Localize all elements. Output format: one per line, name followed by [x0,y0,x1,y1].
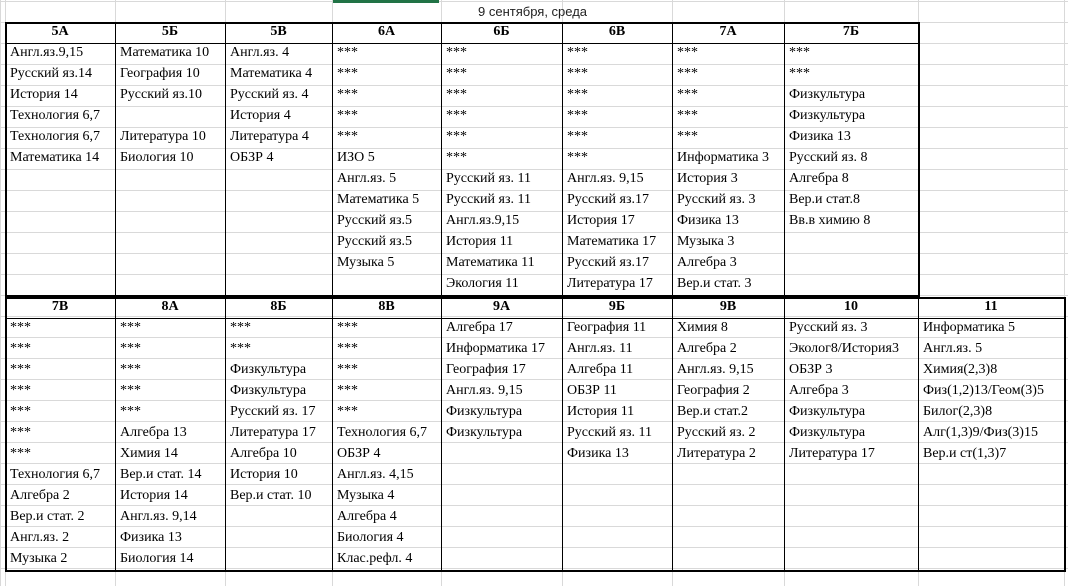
lesson-cell[interactable] [5,190,115,211]
lesson-cell[interactable]: *** [120,341,141,356]
class-header[interactable]: 8В [378,299,395,314]
lesson-cell[interactable] [225,274,332,295]
lesson-cell[interactable] [115,106,225,127]
lesson-cell[interactable]: Алгебра 8 [789,171,849,186]
lesson-cell[interactable]: *** [120,362,141,377]
class-header[interactable]: 5Б [161,24,179,39]
lesson-cell[interactable] [562,486,672,507]
lesson-cell[interactable]: ОБЗР 4 [230,150,274,165]
lesson-cell[interactable] [225,253,332,274]
class-header[interactable]: 10 [844,299,858,314]
lesson-cell[interactable]: Физика 13 [789,129,851,144]
class-header[interactable]: 6А [377,24,396,39]
lesson-cell[interactable]: Физика 13 [120,530,182,545]
lesson-cell[interactable]: Русский яз. 11 [446,171,531,186]
lesson-cell[interactable]: Технология 6,7 [10,467,101,482]
lesson-cell[interactable]: Англ.яз. 5 [923,341,983,356]
selected-cell-indicator [333,0,439,3]
border-line [441,22,442,297]
lesson-cell[interactable] [441,507,562,528]
lesson-cell[interactable] [441,528,562,549]
lesson-cell[interactable]: Физика 13 [567,446,629,461]
border-line [5,22,920,24]
lesson-cell[interactable]: *** [10,383,31,398]
lesson-cell[interactable]: *** [677,66,698,81]
lesson-cell[interactable]: Музыка 5 [337,255,395,270]
lesson-cell[interactable]: *** [567,45,588,60]
lesson-cell[interactable]: Математика 14 [10,150,100,165]
lesson-cell[interactable] [784,549,918,570]
lesson-cell[interactable]: Физкультура [230,383,307,398]
lesson-cell[interactable]: Алгебра 2 [677,341,737,356]
lesson-cell[interactable]: ОБЗР 4 [337,446,381,461]
lesson-cell[interactable]: Англ.яз.9,15 [446,213,520,228]
lesson-cell[interactable]: *** [10,320,31,335]
lesson-cell[interactable]: Русский яз.17 [567,192,649,207]
border-line [332,297,333,572]
lesson-cell[interactable]: Вер.и стат. 2 [10,509,85,524]
lesson-cell[interactable]: Математика 5 [337,192,420,207]
class-header[interactable]: 8А [161,299,179,314]
lesson-cell[interactable]: *** [446,66,467,81]
lesson-cell[interactable]: Русский яз. 4 [230,87,309,102]
lesson-cell[interactable] [918,486,1064,507]
lesson-cell[interactable]: Вер.и ст(1,3)7 [923,446,1007,461]
lesson-cell[interactable]: *** [230,341,251,356]
lesson-cell[interactable]: Музыка 4 [337,488,395,503]
lesson-cell[interactable]: Информатика 17 [446,341,545,356]
class-header[interactable]: 7В [51,299,69,314]
lesson-cell[interactable]: Музыка 2 [10,551,68,566]
border-line [672,297,673,572]
lesson-cell[interactable] [225,507,332,528]
lesson-cell[interactable] [441,444,562,465]
class-header[interactable]: 7А [719,24,737,39]
class-header[interactable]: 11 [984,299,998,314]
lesson-cell[interactable]: *** [677,45,698,60]
lesson-cell[interactable] [672,549,784,570]
lesson-cell[interactable] [918,549,1064,570]
border-line [5,570,1066,572]
class-header[interactable]: 9А [492,299,511,314]
lesson-cell[interactable]: Русский яз.14 [10,66,92,81]
border-line [918,22,920,297]
lesson-cell[interactable] [225,169,332,190]
lesson-cell[interactable]: Физкультура [789,425,866,440]
lesson-cell[interactable] [5,211,115,232]
border-line [115,22,116,297]
lesson-cell[interactable]: Билог(2,3)8 [923,404,993,419]
lesson-cell[interactable]: *** [677,87,698,102]
lesson-cell[interactable]: *** [120,404,141,419]
border-line [784,297,785,572]
lesson-cell[interactable]: *** [446,150,467,165]
lesson-cell[interactable] [225,232,332,253]
lesson-cell[interactable]: Алгебра 4 [337,509,397,524]
lesson-cell[interactable] [115,274,225,295]
lesson-cell[interactable]: Математика 10 [120,45,210,60]
lesson-cell[interactable] [5,232,115,253]
lesson-cell[interactable]: Алгебра 2 [10,488,70,503]
lesson-cell[interactable]: Англ.яз. 11 [567,341,633,356]
lesson-cell[interactable]: История 3 [677,171,738,186]
lesson-cell[interactable] [784,528,918,549]
lesson-cell[interactable]: Алгебра 3 [677,255,737,270]
lesson-cell[interactable]: Алгебра 3 [789,383,849,398]
lesson-cell[interactable]: История 14 [10,87,78,102]
lesson-cell[interactable] [672,507,784,528]
lesson-cell[interactable] [5,169,115,190]
border-line [5,22,7,297]
lesson-cell[interactable]: Литература 17 [789,446,875,461]
lesson-cell[interactable] [225,549,332,570]
lesson-cell[interactable] [115,190,225,211]
lesson-cell[interactable]: *** [567,66,588,81]
lesson-cell[interactable]: ОБЗР 11 [567,383,617,398]
lesson-cell[interactable]: Англ.яз. 9,15 [677,362,754,377]
lesson-cell[interactable]: *** [337,362,358,377]
lesson-cell[interactable]: Русский яз.5 [337,234,412,249]
lesson-cell[interactable] [115,253,225,274]
lesson-cell[interactable] [225,190,332,211]
lesson-cell[interactable]: Музыка 3 [677,234,735,249]
lesson-cell[interactable] [918,465,1064,486]
lesson-cell[interactable]: *** [10,425,31,440]
lesson-cell[interactable]: Русский яз.10 [120,87,202,102]
class-header[interactable]: 5В [270,24,287,39]
lesson-cell[interactable]: *** [337,66,358,81]
lesson-cell[interactable]: История 4 [230,108,291,123]
lesson-cell[interactable]: *** [446,45,467,60]
sheet-title: 9 сентября, среда [478,4,588,19]
lesson-cell[interactable]: Алг(1,3)9/Физ(3)15 [923,425,1038,440]
lesson-cell[interactable]: Литература 10 [120,129,206,144]
lesson-cell[interactable]: Вер.и стат.8 [789,192,860,207]
lesson-cell[interactable] [784,507,918,528]
class-header[interactable]: 5А [51,24,69,39]
lesson-cell[interactable]: Англ.яз. 2 [10,530,70,545]
lesson-cell[interactable]: Русский яз.5 [337,213,412,228]
lesson-cell[interactable] [562,507,672,528]
class-header[interactable]: 8Б [270,299,287,314]
lesson-cell[interactable]: Математика 17 [567,234,657,249]
lesson-cell[interactable]: Клас.рефл. 4 [337,551,413,566]
lesson-cell[interactable]: *** [120,320,141,335]
lesson-cell[interactable]: *** [567,129,588,144]
border-line [1064,297,1066,572]
lesson-cell[interactable]: Физкультура [446,404,523,419]
lesson-cell[interactable]: *** [10,404,31,419]
lesson-cell[interactable]: *** [120,383,141,398]
lesson-cell[interactable]: *** [677,129,698,144]
lesson-cell[interactable]: Русский яз.17 [567,255,649,270]
lesson-cell[interactable]: Физ(1,2)13/Геом(3)5 [923,383,1044,398]
lesson-cell[interactable] [5,274,115,295]
lesson-cell[interactable]: Вер.и стат. 14 [120,467,202,482]
lesson-cell[interactable]: Русский яз. 8 [789,150,868,165]
border-line [332,22,333,297]
lesson-cell[interactable]: *** [446,129,467,144]
lesson-cell[interactable]: Алгебра 10 [230,446,297,461]
lesson-cell[interactable]: Математика 11 [446,255,535,270]
lesson-cell[interactable]: История 11 [567,404,635,419]
lesson-cell[interactable] [441,465,562,486]
lesson-cell[interactable] [225,528,332,549]
lesson-cell[interactable]: *** [789,66,810,81]
lesson-cell[interactable]: *** [10,362,31,377]
lesson-cell[interactable] [918,528,1064,549]
lesson-cell[interactable]: История 10 [230,467,298,482]
lesson-cell[interactable]: *** [337,383,358,398]
lesson-cell[interactable]: Литература 17 [567,276,653,291]
lesson-cell[interactable]: Литература 17 [230,425,316,440]
lesson-cell[interactable]: География 11 [567,320,647,335]
lesson-cell[interactable]: Физкультура [789,87,866,102]
border-line [225,297,226,572]
lesson-cell[interactable]: Вер.и стат.2 [677,404,748,419]
lesson-cell[interactable]: *** [567,150,588,165]
lesson-cell[interactable] [672,465,784,486]
lesson-cell[interactable]: Биология 10 [120,150,194,165]
class-header[interactable]: 9Б [608,299,626,314]
border-line [562,297,563,572]
lesson-cell[interactable]: Англ.яз. 9,15 [567,171,644,186]
lesson-cell[interactable] [784,465,918,486]
lesson-cell[interactable] [562,528,672,549]
lesson-cell[interactable]: Англ.яз. 9,15 [446,383,523,398]
lesson-cell[interactable] [562,465,672,486]
border-line [5,297,7,572]
class-header[interactable]: 7Б [842,24,860,39]
lesson-cell[interactable]: Математика 4 [230,66,313,81]
lesson-cell[interactable]: Русский яз. 2 [677,425,756,440]
lesson-cell[interactable] [784,486,918,507]
lesson-cell[interactable]: Физкультура [446,425,523,440]
lesson-cell[interactable]: Вер.и стат. 10 [230,488,312,503]
lesson-cell[interactable]: *** [10,341,31,356]
lesson-cell[interactable]: Англ.яз. 4 [230,45,290,60]
lesson-cell[interactable]: Физика 13 [677,213,739,228]
lesson-cell[interactable]: Экология 11 [446,276,519,291]
lesson-cell[interactable]: Химия 14 [120,446,178,461]
lesson-cell[interactable]: *** [677,108,698,123]
lesson-cell[interactable]: Алгебра 13 [120,425,187,440]
class-header[interactable]: 6В [608,24,626,39]
lesson-cell[interactable] [441,549,562,570]
lesson-cell[interactable]: *** [446,108,467,123]
class-header[interactable]: 6Б [493,24,510,39]
lesson-cell[interactable]: Биология 4 [337,530,404,545]
border-line [5,43,920,44]
lesson-cell[interactable]: ОБЗР 3 [789,362,833,377]
lesson-cell[interactable]: Англ.яз. 4,15 [337,467,414,482]
lesson-cell[interactable]: География 10 [120,66,200,81]
lesson-cell[interactable] [672,486,784,507]
lesson-cell[interactable] [115,169,225,190]
lesson-cell[interactable]: Эколог8/История3 [789,341,899,356]
lesson-cell[interactable]: Русский яз. 11 [567,425,652,440]
lesson-cell[interactable] [562,549,672,570]
lesson-cell[interactable]: Информатика 3 [677,150,769,165]
lesson-cell[interactable]: Русский яз. 3 [677,192,756,207]
border-line [562,22,563,297]
lesson-cell[interactable]: Вер.и стат. 3 [677,276,752,291]
lesson-cell[interactable]: Русский яз. 3 [789,320,868,335]
border-line [441,297,442,572]
lesson-cell[interactable]: ИЗО 5 [337,150,375,165]
border-line [5,318,1066,319]
lesson-cell[interactable]: Англ.яз.9,15 [10,45,84,60]
lesson-cell[interactable] [441,486,562,507]
border-line [784,22,785,297]
border-line [5,297,1066,299]
lesson-cell[interactable] [332,274,441,295]
lesson-cell[interactable]: Информатика 5 [923,320,1015,335]
lesson-cell[interactable] [784,274,918,295]
lesson-cell[interactable] [784,232,918,253]
lesson-cell[interactable]: Литература 2 [677,446,756,461]
lesson-cell[interactable]: Вв.в химию 8 [789,213,871,228]
lesson-cell[interactable]: Англ.яз. 9,14 [120,509,197,524]
lesson-cell[interactable]: *** [337,87,358,102]
lesson-cell[interactable]: Физкультура [789,108,866,123]
lesson-cell[interactable]: *** [567,87,588,102]
lesson-cell[interactable]: *** [567,108,588,123]
lesson-cell[interactable] [225,211,332,232]
lesson-cell[interactable] [784,253,918,274]
lesson-cell[interactable]: *** [337,320,358,335]
lesson-cell[interactable]: История 11 [446,234,514,249]
lesson-cell[interactable]: *** [337,341,358,356]
lesson-cell[interactable]: *** [789,45,810,60]
lesson-cell[interactable]: Химия 8 [677,320,728,335]
lesson-cell[interactable]: География 17 [446,362,526,377]
lesson-cell[interactable]: Химия(2,3)8 [923,362,998,377]
lesson-cell[interactable]: Алгебра 11 [567,362,634,377]
lesson-cell[interactable]: Англ.яз. 5 [337,171,397,186]
lesson-cell[interactable]: *** [446,87,467,102]
lesson-cell[interactable]: *** [337,108,358,123]
lesson-cell[interactable]: Алгебра 17 [446,320,513,335]
lesson-cell[interactable]: История 14 [120,488,188,503]
border-line [672,22,673,297]
border-line [918,297,919,572]
lesson-cell[interactable] [115,211,225,232]
lesson-cell[interactable]: Литература 4 [230,129,309,144]
lesson-cell[interactable] [5,253,115,274]
lesson-cell[interactable] [918,507,1064,528]
lesson-cell[interactable]: Русский яз. 17 [230,404,316,419]
border-line [115,297,116,572]
lesson-cell[interactable]: Русский яз. 11 [446,192,531,207]
lesson-cell[interactable]: *** [337,404,358,419]
lesson-cell[interactable] [672,528,784,549]
lesson-cell[interactable]: Физкультура [789,404,866,419]
lesson-cell[interactable]: Физкультура [230,362,307,377]
class-header[interactable]: 9В [719,299,737,314]
lesson-cell[interactable]: *** [337,129,358,144]
lesson-cell[interactable]: География 2 [677,383,750,398]
lesson-cell[interactable]: *** [337,45,358,60]
lesson-cell[interactable]: Технология 6,7 [10,108,101,123]
lesson-cell[interactable]: *** [230,320,251,335]
lesson-cell[interactable] [115,232,225,253]
lesson-cell[interactable]: История 17 [567,213,635,228]
lesson-cell[interactable]: Биология 14 [120,551,194,566]
border-line [225,22,226,297]
lesson-cell[interactable]: *** [10,446,31,461]
lesson-cell[interactable]: Технология 6,7 [337,425,428,440]
lesson-cell[interactable]: Технология 6,7 [10,129,101,144]
